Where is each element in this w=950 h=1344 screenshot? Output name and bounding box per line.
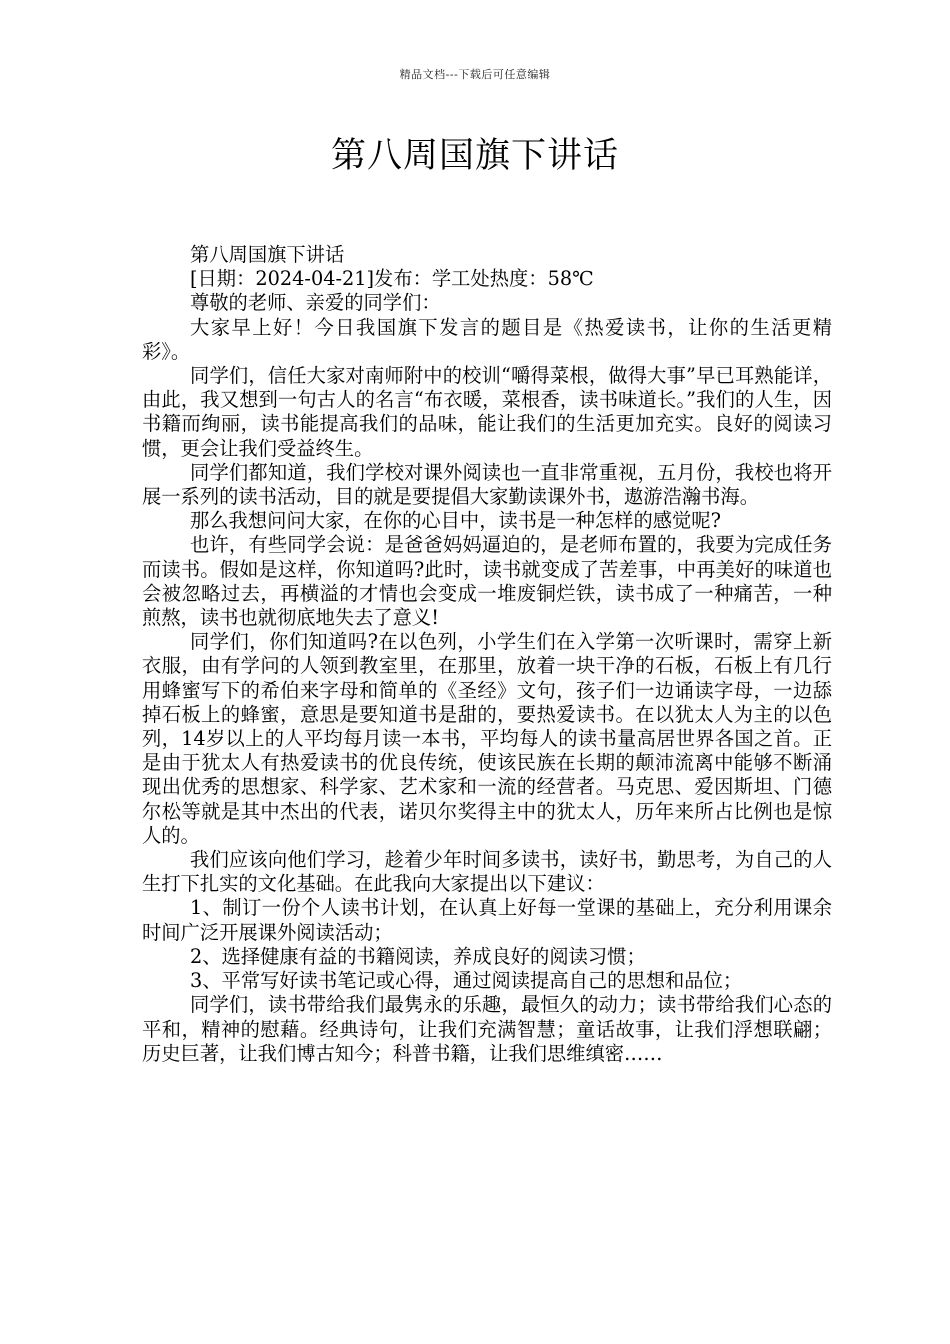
- body-paragraph: 同学们，你们知道吗?在以色列，小学生们在入学第一次听课时，需穿上新衣服，由有学问的人领到教室里，在那里，放着一块干净的石板，石板上有几行用蜂蜜写下的希伯来字母和简单的《圣经》文句，孩子们一边诵读字母，一边舔掉石板上的蜂蜜，意思是要知道书是甜的，要热爱读书。在以犹太人为主的以色列，14岁以上的人平均每月读一本书，平均每人的读书量高居世界各国之首。正是由于犹太人有热爱读书的优良传统，使该民族在长期的颠沛流离中能够不断涌现出优秀的思想家、科学家、艺术家和一流的经营者。马克思、爱因斯坦、门德尔松等就是其中杰出的代表，诺贝尔奖得主中的犹太人，历年来所占比例也是惊人的。: [142, 630, 832, 847]
- suggestion-item: 3、平常写好读书笔记或心得，通过阅读提高自己的思想和品位；: [190, 969, 743, 993]
- suggestion-item: 1、制订一份个人读书计划，在认真上好每一堂课的基础上，充分利用课余时间广泛开展课外阅读活动；: [142, 896, 832, 944]
- salutation: 尊敬的老师、亲爱的同学们：: [190, 291, 441, 315]
- suggestion-item: 2、选择健康有益的书籍阅读，养成良好的阅读习惯；: [190, 944, 646, 968]
- body-paragraph: 那么我想问问大家，在你的心目中，读书是一种怎样的感觉呢?: [190, 509, 721, 533]
- meta-line: [日期：2024-04-21]发布：学工处热度：58℃: [190, 267, 594, 291]
- body-paragraph: 同学们，读书带给我们最隽永的乐趣，最恒久的动力；读书带给我们心态的平和，精神的慰藉。经典诗句，让我们充满智慧；童话故事，让我们浮想联翩；历史巨著，让我们博古知今；科普书籍，让我们思维缜密……: [142, 993, 832, 1065]
- body-paragraph: 也许，有些同学会说：是爸爸妈妈逼迫的，是老师布置的，我要为完成任务而读书。假如是这样，你知道吗?此时，读书就变成了苦差事，中再美好的味道也会被忽略过去，再横溢的才情也会变成一堆废铜烂铁，读书成了一种痛苦，一种煎熬，读书也就彻底地失去了意义!: [142, 533, 832, 630]
- body-paragraph: 我们应该向他们学习，趁着少年时间多读书，读好书，勤思考，为自己的人生打下扎实的文化基础。在此我向大家提出以下建议：: [142, 848, 832, 896]
- body-paragraph: 同学们都知道，我们学校对课外阅读也一直非常重视，五月份，我校也将开展一系列的读书活动，目的就是要提倡大家勤读课外书，遨游浩瀚书海。: [142, 460, 832, 509]
- subtitle-paragraph: 第八周国旗下讲话: [190, 243, 345, 266]
- document-body: [142, 243, 832, 1066]
- document-title: 第八周国旗下讲话: [330, 136, 619, 176]
- page-header-note: 精品文档---下载后可任意编辑: [399, 68, 551, 81]
- body-paragraph: 同学们，信任大家对南师附中的校训“嚼得菜根，做得大事”早已耳熟能详，由此，我又想到一句古人的名言“布衣暖，菜根香，读书味道长。”我们的人生，因书籍而绚丽，读书能提高我们的品味，能让我们的生活更加充实。良好的阅读习惯，更会让我们受益终生。: [142, 364, 832, 460]
- body-paragraph: 大家早上好！今日我国旗下发言的题目是《热爱读书，让你的生活更精彩》。: [142, 315, 832, 363]
